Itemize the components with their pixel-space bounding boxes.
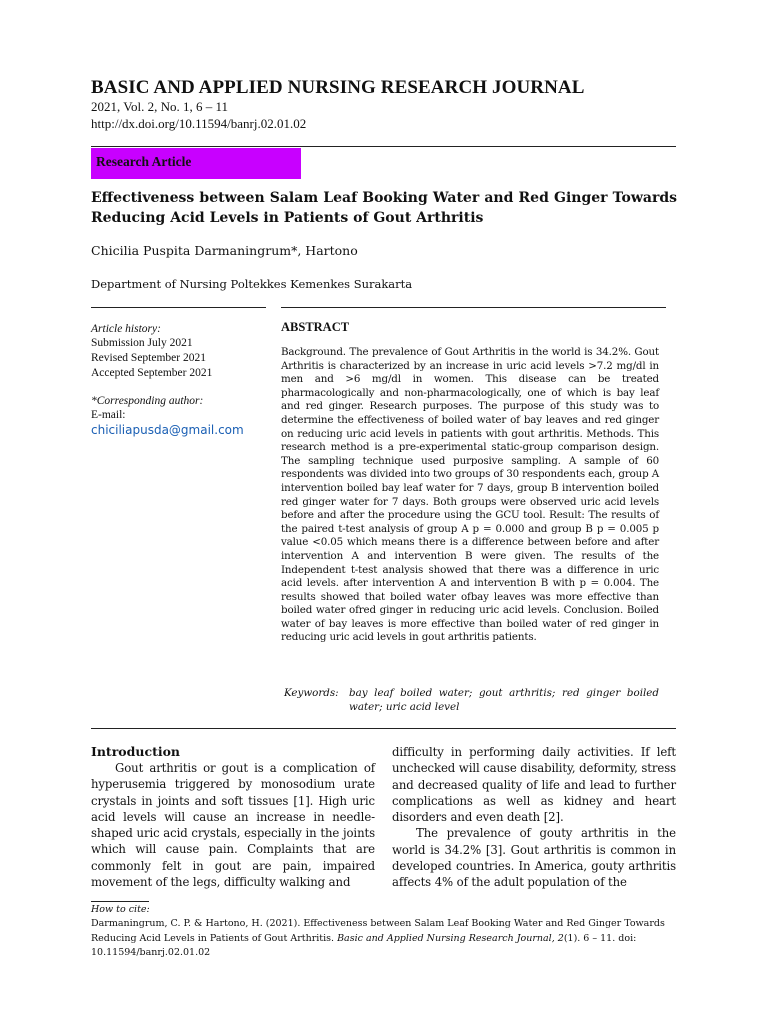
author-email-link[interactable]: chiciliapusda@gmail.com xyxy=(91,423,244,437)
how-to-cite-label: How to cite: xyxy=(91,904,150,915)
abstract-top-divider xyxy=(281,307,666,308)
accepted-date: Accepted September 2021 xyxy=(91,367,213,379)
volume-line: 2021, Vol. 2, No. 1, 6 – 11 xyxy=(91,99,228,114)
keywords xyxy=(281,686,659,713)
article-type-label: Research Article xyxy=(96,154,192,169)
intro-paragraph-1: Gout arthritis or gout is a complication of hyperusemia triggered by monosodium urate crystals in joints and soft tissues [1]. High uric acid levels will cause an increase in needle-shaped uric acid crystals, especially in the joints which will cause pain. Complaints that are commonly felt in gout are pain, impaired movement of the legs, difficulty walking and xyxy=(91,761,375,890)
intro-paragraph-1-continued: difficulty in performing daily activities. If left unchecked will cause disability, deformity, stress and decreased quality of life and lead to further complications as well as kidney and heart disorders and even death [2]. xyxy=(392,745,676,825)
abstract-heading: ABSTRACT xyxy=(281,320,350,334)
keywords-list: bay leaf boiled water; gout arthritis; red ginger boiled water; uric acid level xyxy=(349,687,659,713)
article-title: Effectiveness between Salam Leaf Booking Water and Red Ginger Towards Reducing Acid Levels in Patients of Gout Arthritis xyxy=(91,190,677,226)
submission-date: Submission July 2021 xyxy=(91,337,193,349)
citation-text xyxy=(91,917,681,961)
journal-title: BASIC AND APPLIED NURSING RESEARCH JOURNAL xyxy=(91,77,585,98)
article-history-label: Article history: xyxy=(91,323,161,335)
authors: Chicilia Puspita Darmaningrum*, Hartono xyxy=(91,243,358,258)
intro-paragraph-2: The prevalence of gouty arthritis in the world is 34.2% [3]. Gout arthritis is common in developed countries. In America, gouty arthritis affects 4% of the adult population of the xyxy=(392,826,676,890)
citation-main: Darmaningrum, C. P. & Hartono, H. (2021). Effectiveness between Salam Leaf Booking Water and Red Ginger Towards Reducing Acid Levels in Patients of Gout Arthritis. xyxy=(91,918,665,944)
intro-column-left xyxy=(91,760,375,890)
corresponding-author-label: *Corresponding author: xyxy=(91,395,204,407)
intro-column-right xyxy=(392,744,676,891)
header-divider xyxy=(91,146,676,147)
citation-tail: (1). 6 – 11. doi: 10.11594/banrj.02.01.02 xyxy=(91,932,637,958)
sidebar-divider xyxy=(91,307,266,308)
email-label: E-mail: xyxy=(91,409,126,421)
abstract-body: Background. The prevalence of Gout Arthritis in the world is 34.2%. Gout Arthritis is characterized by an increase in uric acid levels >7.2 mg/dl in men and >6 mg/dl in women. This disease can be treated pharmacologically and non-pharmacologically, one of which is bay leaf and red ginger. Research purposes. The purpose of this study was to determine the effectiveness of boiled water of bay leaves and red ginger on reducing uric acid levels in patients with gout arthritis. Methods. This research method is a pre-experimental static-group comparison design. The sampling technique used purposive sampling. A sample of 60 respondents was divided into two groups of 30 respondents each, group A intervention boiled bay leaf water for 7 days, group B intervention boiled red ginger water for 7 days. Both groups were observed uric acid levels before and after the procedure using the GCU tool. Result: The results of the paired t-test analysis of group A p = 0.000 and group B p = 0.005 p value <0.05 which means there is a difference between before and after intervention A and intervention B were given. The results of the Independent t-test analysis showed that there was a difference in uric acid levels. after intervention A and intervention B with p = 0.004. The results showed that boiled water ofbay leaves was more effective than boiled water ofred ginger in reducing uric acid levels. Conclusion. Boiled water of bay leaves is more effective than boiled water of red ginger in reducing uric acid levels in gout arthritis patients. xyxy=(281,346,659,644)
affiliation: Department of Nursing Poltekkes Kemenkes Surakarta xyxy=(91,277,413,291)
abstract-bottom-divider xyxy=(91,728,676,729)
citation-journal: Basic and Applied Nursing Research Journal, 2 xyxy=(337,932,564,944)
article-type-badge xyxy=(91,148,301,179)
revised-date: Revised September 2021 xyxy=(91,352,206,364)
footnote-divider xyxy=(91,901,149,902)
keywords-label: Keywords: xyxy=(284,687,339,699)
introduction-heading: Introduction xyxy=(91,744,181,759)
doi-line[interactable]: http://dx.doi.org/10.11594/banrj.02.01.02 xyxy=(91,116,307,131)
